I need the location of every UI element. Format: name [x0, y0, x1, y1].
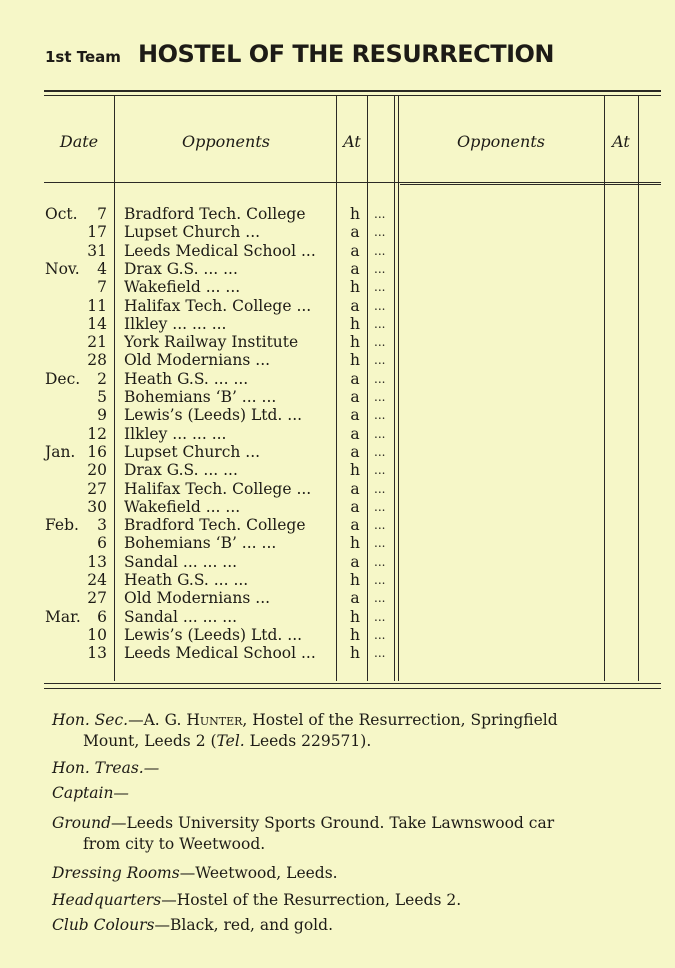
fixture-blank-dots: ... — [374, 627, 386, 642]
fixture-day: 12 — [87, 424, 107, 443]
fixture-day: 30 — [87, 497, 107, 516]
fixture-opponent: Lewis’s (Leeds) Ltd. ... — [124, 406, 303, 425]
fixture-blank-dots: ... — [374, 646, 386, 661]
fixture-opponent: Wakefield ... ... — [124, 497, 241, 516]
header-opponents-2: Opponents — [457, 132, 545, 151]
fixture-month: Mar. — [45, 607, 81, 626]
fixture-day: 6 — [97, 607, 107, 626]
fixture-venue: a — [350, 497, 360, 516]
fixture-venue: h — [350, 644, 360, 663]
fixture-blank-dots: ... — [374, 426, 386, 441]
fixture-venue: a — [350, 369, 360, 388]
fixture-blank-dots: ... — [374, 280, 386, 295]
club-name: HOSTEL OF THE RESURRECTION — [138, 40, 554, 68]
fixture-day: 2 — [97, 369, 107, 388]
fixture-venue: a — [350, 296, 360, 315]
fixture-venue: h — [350, 534, 360, 553]
fixture-month: Nov. — [45, 259, 80, 278]
fixture-opponent: Bradford Tech. College — [124, 205, 306, 223]
fixture-day: 6 — [97, 534, 107, 553]
header-at-2: At — [612, 132, 630, 151]
fixture-opponent: Wakefield ... ... — [124, 278, 241, 297]
club-colours-line: Club Colours—Black, red, and gold. — [52, 916, 333, 934]
fixture-day: 7 — [97, 205, 107, 223]
bottom-rule-2 — [44, 688, 661, 689]
fixture-day: 14 — [87, 314, 107, 333]
fixture-venue: a — [350, 406, 360, 425]
fixture-venue: h — [350, 278, 360, 297]
fixture-month: Jan. — [45, 442, 76, 461]
fixture-day: 13 — [87, 552, 107, 571]
fixture-blank-dots: ... — [374, 573, 386, 587]
fixture-month: Dec. — [45, 369, 81, 388]
header-rule — [44, 182, 661, 183]
fixture-venue: a — [350, 552, 360, 571]
fixture-opponent: Old Modernians ... — [124, 351, 271, 370]
fixture-day: 24 — [87, 571, 107, 589]
fixture-blank-dots: ... — [374, 518, 386, 533]
fixture-venue: a — [350, 442, 360, 461]
header-date: Date — [59, 132, 99, 151]
fixture-opponent: Ilkley ... ... ... — [124, 314, 227, 333]
fixture-venue: a — [350, 241, 360, 260]
fixture-venue: a — [350, 479, 360, 498]
fixture-blank-dots: ... — [374, 408, 386, 423]
fixture-day: 21 — [87, 333, 107, 352]
fixture-opponent: Old Modernians ... — [124, 589, 271, 608]
ground-line: Ground—Leeds University Sports Ground. Take Lawnswood car from city to Weetwood. — [52, 814, 555, 853]
fixture-blank-dots: ... — [374, 316, 386, 331]
top-rule-1 — [44, 90, 661, 92]
col-line-at2 — [638, 96, 639, 681]
fixture-day: 31 — [87, 241, 107, 260]
fixture-opponent: Bohemians ‘B’ ... ... — [124, 388, 277, 406]
fixture-venue: h — [350, 351, 360, 370]
header-rule-2 — [400, 184, 661, 185]
fixture-venue: h — [350, 314, 360, 333]
fixture-venue: a — [350, 424, 360, 443]
fixture-opponent: Halifax Tech. College ... — [124, 296, 312, 315]
fixture-opponent: Sandal ... ... ... — [124, 607, 238, 626]
fixture-day: 13 — [87, 644, 107, 663]
fixture-opponent: Sandal ... ... ... — [124, 552, 238, 571]
fixture-venue: h — [350, 333, 360, 352]
fixture-day: 7 — [97, 278, 107, 297]
fixture-venue: a — [350, 589, 360, 608]
bottom-rule-1 — [44, 683, 661, 684]
fixture-opponent: Lewis’s (Leeds) Ltd. ... — [124, 625, 303, 644]
fixture-opponent: Lupset Church ... — [124, 223, 261, 242]
fixture-day: 5 — [97, 388, 107, 406]
fixture-blank-dots: ... — [374, 353, 386, 368]
fixture-venue: a — [350, 516, 360, 535]
fixture-venue: h — [350, 205, 360, 223]
fixture-blank-dots: ... — [374, 444, 386, 459]
fixture-day: 27 — [87, 589, 107, 608]
fixture-blank-dots: ... — [374, 463, 386, 478]
col-line-blank-b — [398, 96, 399, 681]
fixture-day: 20 — [87, 461, 107, 480]
fixture-blank-dots: ... — [374, 554, 386, 569]
fixture-venue: h — [350, 625, 360, 644]
col-line-at — [367, 96, 368, 681]
fixture-opponent: Leeds Medical School ... — [124, 644, 316, 663]
fixture-opponent: Bohemians ‘B’ ... ... — [124, 534, 277, 553]
dressing-rooms-line: Dressing Rooms—Weetwood, Leeds. — [52, 864, 338, 882]
fixture-venue: a — [350, 388, 360, 406]
fixture-blank-dots: ... — [374, 499, 386, 514]
headquarters-line: Headquarters—Hostel of the Resurrection, Leeds 2. — [52, 891, 462, 909]
fixture-day: 17 — [87, 223, 107, 242]
fixture-blank-dots: ... — [374, 207, 386, 221]
captain-line: Captain— — [52, 784, 129, 802]
fixture-blank-dots: ... — [374, 335, 386, 350]
fixture-blank-dots: ... — [374, 481, 386, 496]
fixture-day: 4 — [97, 259, 107, 278]
fixture-venue: a — [350, 259, 360, 278]
secretary-line: Hon. Sec.—A. G. Hunter, Hostel of the Resurrection, Springfield Mount, Leeds 2 (Tel. Leeds 229571). — [52, 711, 558, 750]
fixture-day: 27 — [87, 479, 107, 498]
fixture-blank-dots: ... — [374, 371, 386, 386]
fixture-blank-dots: ... — [374, 261, 386, 276]
page-title — [45, 40, 554, 74]
fixture-venue: h — [350, 607, 360, 626]
fixture-day: 28 — [87, 351, 107, 370]
fixture-month: Oct. — [45, 205, 78, 223]
fixture-blank-dots: ... — [374, 609, 386, 624]
fixture-blank-dots: ... — [374, 591, 386, 606]
fixture-opponent: Heath G.S. ... ... — [124, 571, 249, 589]
col-line-blank-a — [394, 96, 395, 681]
fixture-opponent: Bradford Tech. College — [124, 516, 306, 535]
fixture-blank-dots: ... — [374, 243, 386, 258]
fixture-month: Feb. — [45, 516, 79, 535]
col-line-opponents2 — [604, 96, 605, 681]
fixture-opponent: Leeds Medical School ... — [124, 241, 316, 260]
fixture-day: 11 — [87, 296, 107, 315]
col-line-opponents — [336, 96, 337, 681]
fixture-blank-dots: ... — [374, 536, 386, 551]
top-rule-2 — [44, 95, 661, 96]
fixture-venue: h — [350, 571, 360, 589]
fixture-opponent: Lupset Church ... — [124, 442, 261, 461]
fixture-opponent: Halifax Tech. College ... — [124, 479, 312, 498]
fixture-blank-dots: ... — [374, 225, 386, 240]
fixture-day: 10 — [87, 625, 107, 644]
team-label: 1st Team — [45, 48, 121, 66]
treasurer-line: Hon. Treas.— — [52, 759, 160, 777]
fixture-opponent: Ilkley ... ... ... — [124, 424, 227, 443]
fixture-blank-dots: ... — [374, 390, 386, 404]
fixture-venue: h — [350, 461, 360, 480]
fixture-day: 16 — [87, 442, 107, 461]
header-opponents: Opponents — [182, 132, 270, 151]
header-at: At — [343, 132, 361, 151]
col-line-date — [114, 96, 115, 681]
fixture-opponent: Drax G.S. ... ... — [124, 461, 238, 480]
fixture-opponent: Drax G.S. ... ... — [124, 259, 238, 278]
fixture-opponent: York Railway Institute — [124, 333, 299, 352]
fixture-day: 3 — [97, 516, 107, 535]
fixture-day: 9 — [97, 406, 107, 425]
fixture-blank-dots: ... — [374, 298, 386, 313]
fixture-venue: a — [350, 223, 360, 242]
fixture-opponent: Heath G.S. ... ... — [124, 369, 249, 388]
